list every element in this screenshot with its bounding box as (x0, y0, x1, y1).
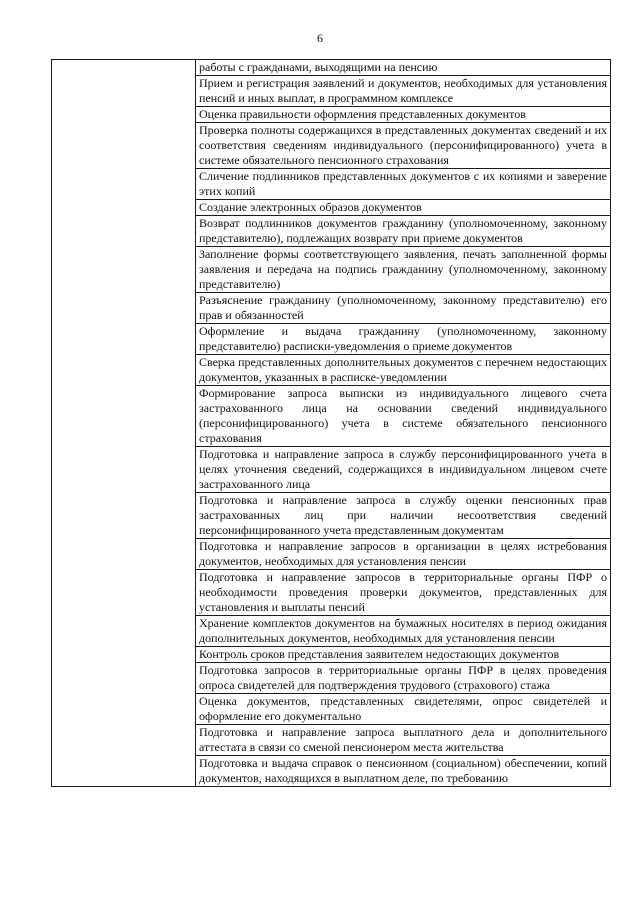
cell-text: Возврат подлинников документов гражданину (уполномоченному, законному представителю), подлежащих возврату при приеме документов (199, 216, 607, 245)
left-column-cell (52, 60, 196, 787)
cell-text: Оценка правильности оформления представленных документов (199, 107, 526, 121)
table-cell (196, 60, 611, 76)
table-cell (196, 386, 611, 447)
table-row (52, 60, 611, 76)
cell-text: Контроль сроков представления заявителем недостающих документов (199, 647, 560, 661)
table-cell (196, 107, 611, 123)
table-cell (196, 324, 611, 355)
table-cell (196, 725, 611, 756)
table-body (52, 60, 611, 787)
table-cell (196, 200, 611, 216)
cell-text: Оценка документов, представленных свидетелями, опрос свидетелей и оформление его документально (199, 694, 607, 723)
cell-text: Подготовка и выдача справок о пенсионном (социальном) обеспечении, копий документов, находящихся в выплатном деле, по требованию (199, 756, 607, 785)
table-cell (196, 169, 611, 200)
cell-text: Хранение комплектов документов на бумажных носителях в период ожидания дополнительных документов, необходимых для установления пенсии (199, 616, 607, 645)
cell-text: Проверка полноты содержащихся в представленных документах сведений и их соответствия сведениям индивидуального (персонифицированного) учета в системе обязательного пенсионного страхования (199, 123, 607, 167)
table-cell (196, 663, 611, 694)
table-cell (196, 570, 611, 616)
cell-text: Подготовка и направление запроса в службу персонифицированного учета в целях уточнения сведений, содержащихся в индивидуальном лицевом счете застрахованного лица (199, 447, 607, 491)
table-cell (196, 694, 611, 725)
cell-text: Прием и регистрация заявлений и документов, необходимых для установления пенсий и иных выплат, в программном комплексе (199, 76, 607, 105)
cell-text: Создание электронных образов документов (199, 200, 422, 214)
cell-text: Формирование запроса выписки из индивидуального лицевого счета застрахованного лица на основании сведений индивидуального (персонифицированного) учета в системе обязательного пенсионного страхования (199, 386, 607, 445)
table-cell (196, 447, 611, 493)
cell-text: Подготовка и направление запроса выплатного дела и дополнительного аттестата в связи со сменой пенсионером места жительства (199, 725, 607, 754)
table-cell (196, 355, 611, 386)
table-cell (196, 247, 611, 293)
table-cell (196, 123, 611, 169)
page-number: 6 (317, 31, 323, 45)
cell-text: Подготовка запросов в территориальные органы ПФР в целях проведения опроса свидетелей для подтверждения трудового (страхового) стажа (199, 663, 607, 692)
cell-text: Сверка представленных дополнительных документов с перечнем недостающих документов, указанных в расписке-уведомлении (199, 355, 607, 384)
cell-text: Заполнение формы соответствующего заявления, печать заполненной формы заявления и передача на подпись гражданину (уполномоченному, законному представителю) (199, 247, 607, 291)
cell-text: Разъяснение гражданину (уполномоченному, законному представителю) его прав и обязанностей (199, 293, 607, 322)
table-cell (196, 293, 611, 324)
table-cell (196, 493, 611, 539)
table-cell (196, 216, 611, 247)
cell-text: Подготовка и направление запроса в службу оценки пенсионных прав застрахованных лиц при наличии несоответствия сведений персонифицированного учета представленным документам (199, 493, 607, 537)
table-cell (196, 76, 611, 107)
cell-text: работы с гражданами, выходящими на пенсию (199, 60, 438, 74)
cell-text: Оформление и выдача гражданину (уполномоченному, законному представителю) расписки-уведомления о приеме документов (199, 324, 607, 353)
cell-text: Сличение подлинников представленных документов с их копиями и заверение этих копий (199, 169, 607, 198)
table-cell (196, 616, 611, 647)
table-cell (196, 756, 611, 787)
table-cell (196, 647, 611, 663)
table-cell (196, 539, 611, 570)
cell-text: Подготовка и направление запросов в организации в целях истребования документов, необходимых для установления пенсии (199, 539, 607, 568)
cell-text: Подготовка и направление запросов в территориальные органы ПФР о необходимости проведения проверки документов, представленных для установления и выплаты пенсий (199, 570, 607, 614)
duties-table (51, 59, 611, 787)
